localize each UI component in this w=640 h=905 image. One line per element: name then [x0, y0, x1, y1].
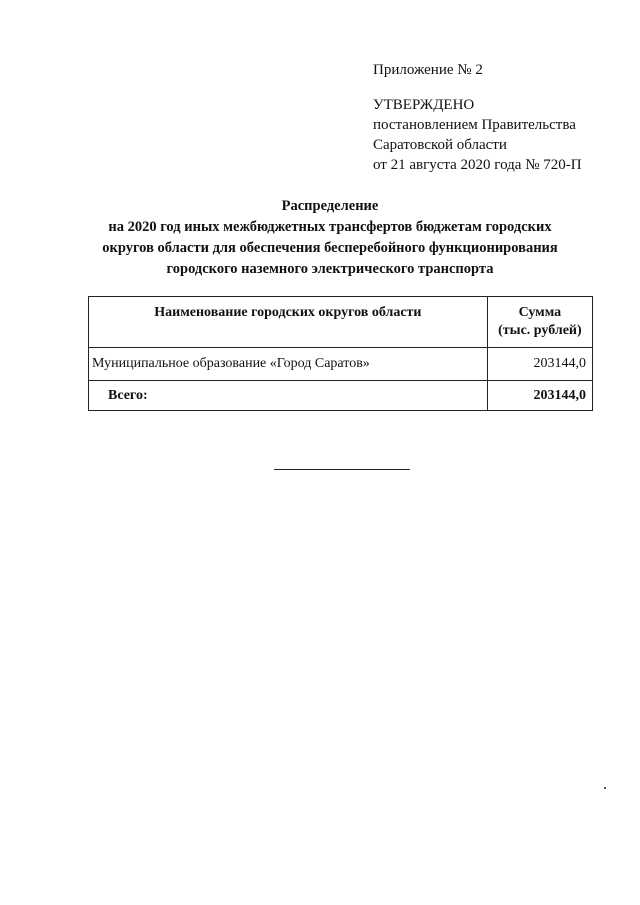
title-line-3: округов области для обеспечения бесперебойного функционирования — [102, 240, 558, 256]
total-label: Всего: — [89, 381, 488, 411]
column-header-sum-line-1: Сумма — [518, 305, 562, 320]
approval-stamp — [373, 60, 582, 175]
table-total-row — [89, 381, 593, 411]
column-header-sum — [487, 297, 592, 348]
document-title — [80, 196, 580, 280]
distribution-table — [88, 296, 593, 411]
title-line-4: городского наземного электрического транспорта — [166, 261, 494, 277]
table-header-row — [89, 297, 593, 348]
approved-by-line-1: постановлением Правительства — [373, 117, 576, 133]
total-sum: 203144,0 — [487, 381, 592, 411]
title-line-2: на 2020 год иных межбюджетных трансфертов бюджетам городских — [108, 219, 552, 235]
spacer — [373, 80, 582, 95]
approved-date: от 21 августа 2020 года № 720-П — [373, 157, 582, 173]
appendix-number: Приложение № 2 — [373, 62, 483, 78]
closing-divider — [274, 469, 410, 470]
approved-label: УТВЕРЖДЕНО — [373, 97, 475, 113]
scan-speck — [604, 787, 606, 789]
column-header-name: Наименование городских округов области — [89, 297, 488, 348]
row-district-sum: 203144,0 — [487, 348, 592, 381]
approved-by-line-2: Саратовской области — [373, 137, 507, 153]
row-district-name: Муниципальное образование «Город Саратов» — [89, 348, 488, 381]
title-line-1: Распределение — [281, 198, 379, 214]
table-row — [89, 348, 593, 381]
column-header-sum-line-2: (тыс. рублей) — [498, 323, 582, 338]
